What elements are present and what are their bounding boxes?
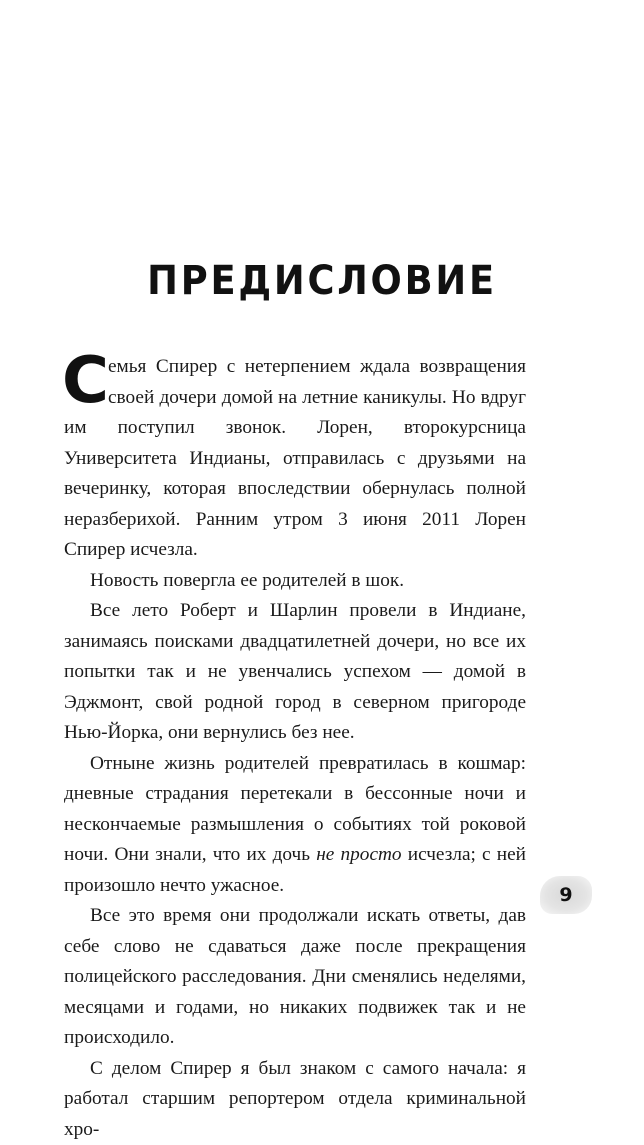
chapter-title: ПРЕДИСЛОВИЕ — [26, 258, 618, 304]
paragraph-2: Новость повергла ее родителей в шок. — [64, 566, 526, 597]
paragraph-6: С делом Спирер я был знаком с самого начала: я работал старшим репортером отдела криминальной хро- — [64, 1054, 526, 1145]
paragraph-4-before: Отныне жизнь родителей превратилась в кошмар: дневные страдания перетекали в бессонные ночи и нескончаемые размышления о событиях той роковой ночи. Они знали, что их дочь — [64, 753, 526, 866]
paragraph-3: Все лето Роберт и Шарлин провели в Индиане, занимаясь поисками двадцатилетней дочери, но все их попытки так и не увенчались успехом — домой в Эджмонт, свой родной город в северном пригороде Нью-Йорка, они вернулись без нее. — [64, 596, 526, 749]
paragraph-5: Все это время они продолжали искать ответы, дав себе слово не сдаваться даже после прекращения полицейского расследования. Дни сменялись неделями, месяцами и годами, но никаких подвижек так и не происходило. — [64, 901, 526, 1054]
paragraph-1 — [64, 352, 526, 566]
page-number-badge — [540, 876, 592, 914]
paragraph-4-after: исчезла; с ней произошло нечто ужасное. — [64, 844, 526, 896]
paragraph-4 — [64, 749, 526, 902]
page-number: 9 — [540, 876, 592, 914]
drop-cap: С — [62, 354, 106, 410]
paragraph-1-text: емья Спирер с нетерпением ждала возвращения своей дочери домой на летние каникулы. Но вдруг им поступил звонок. Лорен, второкурсница Университета Индианы, отправилась с друзьями на вечеринку, которая впоследствии обернулась полной неразберихой. Ранним утром 3 июня 2011 Лорен Спирер исчезла. — [64, 356, 526, 560]
paragraph-4-emphasis: не просто — [316, 844, 401, 865]
body-text — [64, 352, 526, 1145]
